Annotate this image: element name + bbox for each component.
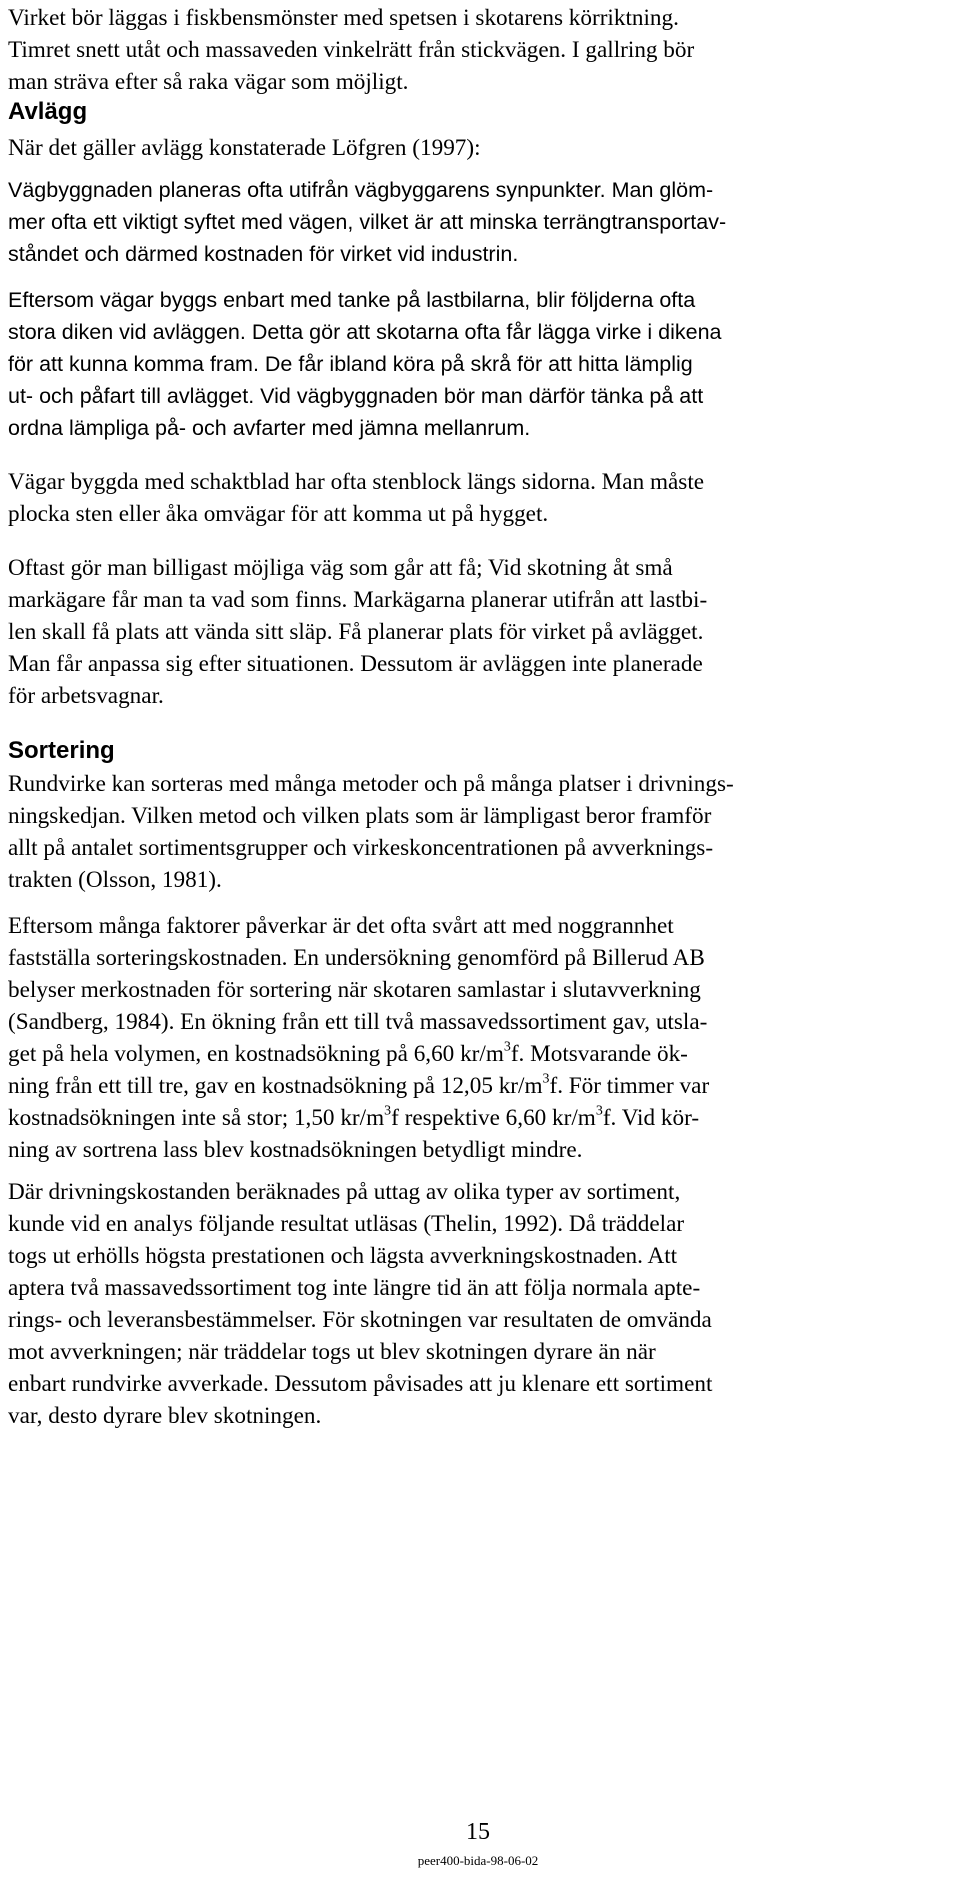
text-line: Eftersom många faktorer påverkar är det ofta svårt att med noggrannhet bbox=[8, 913, 674, 939]
text-line: Oftast gör man billigast möjliga väg som går att få; Vid skotning åt små bbox=[8, 555, 673, 581]
text-line: ordna lämpliga på- och avfarter med jämna mellanrum. bbox=[8, 416, 531, 440]
text-line: markägare får man ta vad som finns. Markägarna planerar utifrån att lastbi- bbox=[8, 587, 708, 613]
text-line: ning av sortrena lass blev kostnadsökningen betydligt mindre. bbox=[8, 1137, 583, 1163]
sortering-paragraph-2 bbox=[8, 910, 948, 1166]
text-line: ningskedjan. Vilken metod och vilken plats som är lämpligast beror framför bbox=[8, 803, 712, 829]
text-line bbox=[8, 1102, 948, 1134]
text-line: Rundvirke kan sorteras med många metoder och på många platser i drivnings- bbox=[8, 771, 734, 797]
text-line bbox=[8, 1070, 948, 1102]
text-line: (Sandberg, 1984). En ökning från ett till två massavedssortiment gav, utsla- bbox=[8, 1009, 708, 1035]
sortering-paragraph-1 bbox=[8, 768, 948, 896]
page-number: 15 bbox=[466, 1819, 490, 1845]
text-line: trakten (Olsson, 1981). bbox=[8, 867, 222, 893]
text-line: fastställa sorteringskostnaden. En undersökning genomförd på Billerud AB bbox=[8, 945, 705, 971]
text-line: plocka sten eller åka omvägar för att komma ut på hygget. bbox=[8, 501, 549, 527]
text-line: allt på antalet sortimentsgrupper och virkeskoncentrationen på avverknings- bbox=[8, 835, 714, 861]
text-line: Timret snett utåt och massaveden vinkelrätt från stickvägen. I gallring bör bbox=[8, 37, 695, 63]
text-line: var, desto dyrare blev skotningen. bbox=[8, 1403, 322, 1429]
avlagg-paragraph-2 bbox=[8, 552, 948, 712]
text-line: belyser merkostnaden för sortering när skotaren samlastar i slutavverkning bbox=[8, 977, 701, 1003]
text-line: När det gäller avlägg konstaterade Löfgren (1997): bbox=[8, 135, 481, 161]
text-line: mer ofta ett viktigt syftet med vägen, vilket är att minska terrängtransportav- bbox=[8, 210, 727, 234]
text-line: för att kunna komma fram. De får ibland köra på skrå för att hitta lämplig bbox=[8, 352, 693, 376]
text-line: ståndet och därmed kostnaden för virket vid industrin. bbox=[8, 242, 519, 266]
text-line: Eftersom vägar byggs enbart med tanke på lastbilarna, blir följderna ofta bbox=[8, 288, 696, 312]
text-line: ut- och påfart till avlägget. Vid vägbyggnaden bör man därför tänka på att bbox=[8, 384, 704, 408]
text-run: get på hela volymen, en kostnadsökning på 6,60 kr/m bbox=[8, 1041, 504, 1067]
text-line: man sträva efter så raka vägar som möjligt. bbox=[8, 69, 409, 95]
document-id: peer400-bida-98-06-02 bbox=[417, 1853, 539, 1868]
intro-paragraph bbox=[8, 2, 948, 98]
text-run: f. Vid kör- bbox=[602, 1105, 700, 1131]
superscript-exponent: 3 bbox=[595, 1103, 603, 1119]
section-heading-sortering: Sortering bbox=[8, 737, 115, 764]
text-run: f. Motsvarande ök- bbox=[510, 1041, 688, 1067]
section-heading-avlagg: Avlägg bbox=[8, 98, 88, 125]
text-line: för arbetsvagnar. bbox=[8, 683, 164, 709]
text-run: f respektive 6,60 kr/m bbox=[391, 1105, 596, 1131]
superscript-exponent: 3 bbox=[384, 1103, 392, 1119]
text-run: ning från ett till tre, gav en kostnadsökning på 12,05 kr/m bbox=[8, 1073, 543, 1099]
text-run: kostnadsökningen inte så stor; 1,50 kr/m bbox=[8, 1105, 385, 1131]
text-line: rings- och leveransbestämmelser. För skotningen var resultaten de omvända bbox=[8, 1307, 712, 1333]
avlagg-quote-2 bbox=[8, 284, 948, 444]
text-line: Vägbyggnaden planeras ofta utifrån vägbyggarens synpunkter. Man glöm- bbox=[8, 178, 714, 202]
superscript-exponent: 3 bbox=[503, 1039, 511, 1055]
text-run: f. För timmer var bbox=[549, 1073, 710, 1099]
avlagg-lead-line bbox=[8, 132, 948, 164]
text-line: enbart rundvirke avverkade. Dessutom påvisades att ju klenare ett sortiment bbox=[8, 1371, 713, 1397]
text-line bbox=[8, 1038, 948, 1070]
text-line: togs ut erhölls högsta prestationen och lägsta avverkningskostnaden. Att bbox=[8, 1243, 678, 1269]
avlagg-paragraph-1 bbox=[8, 466, 948, 530]
avlagg-quote-1 bbox=[8, 174, 948, 270]
text-line: Där drivningskostanden beräknades på uttag av olika typer av sortiment, bbox=[8, 1179, 681, 1205]
text-line: mot avverkningen; när träddelar togs ut blev skotningen dyrare än när bbox=[8, 1339, 656, 1365]
text-line: kunde vid en analys följande resultat utläsas (Thelin, 1992). Då träddelar bbox=[8, 1211, 685, 1237]
text-line: Vägar byggda med schaktblad har ofta stenblock längs sidorna. Man måste bbox=[8, 469, 705, 495]
text-line: Virket bör läggas i fiskbensmönster med spetsen i skotarens körriktning. bbox=[8, 5, 679, 31]
text-line: Man får anpassa sig efter situationen. Dessutom är avläggen inte planerade bbox=[8, 651, 703, 677]
document-page bbox=[8, 0, 948, 1900]
sortering-paragraph-3 bbox=[8, 1176, 948, 1432]
superscript-exponent: 3 bbox=[542, 1071, 550, 1087]
text-line: stora diken vid avläggen. Detta gör att skotarna ofta får lägga virke i dikena bbox=[8, 320, 722, 344]
text-line: len skall få plats att vända sitt släp. Få planerar plats för virket på avlägget. bbox=[8, 619, 704, 645]
text-line: aptera två massavedssortiment tog inte längre tid än att följa normala apte- bbox=[8, 1275, 701, 1301]
